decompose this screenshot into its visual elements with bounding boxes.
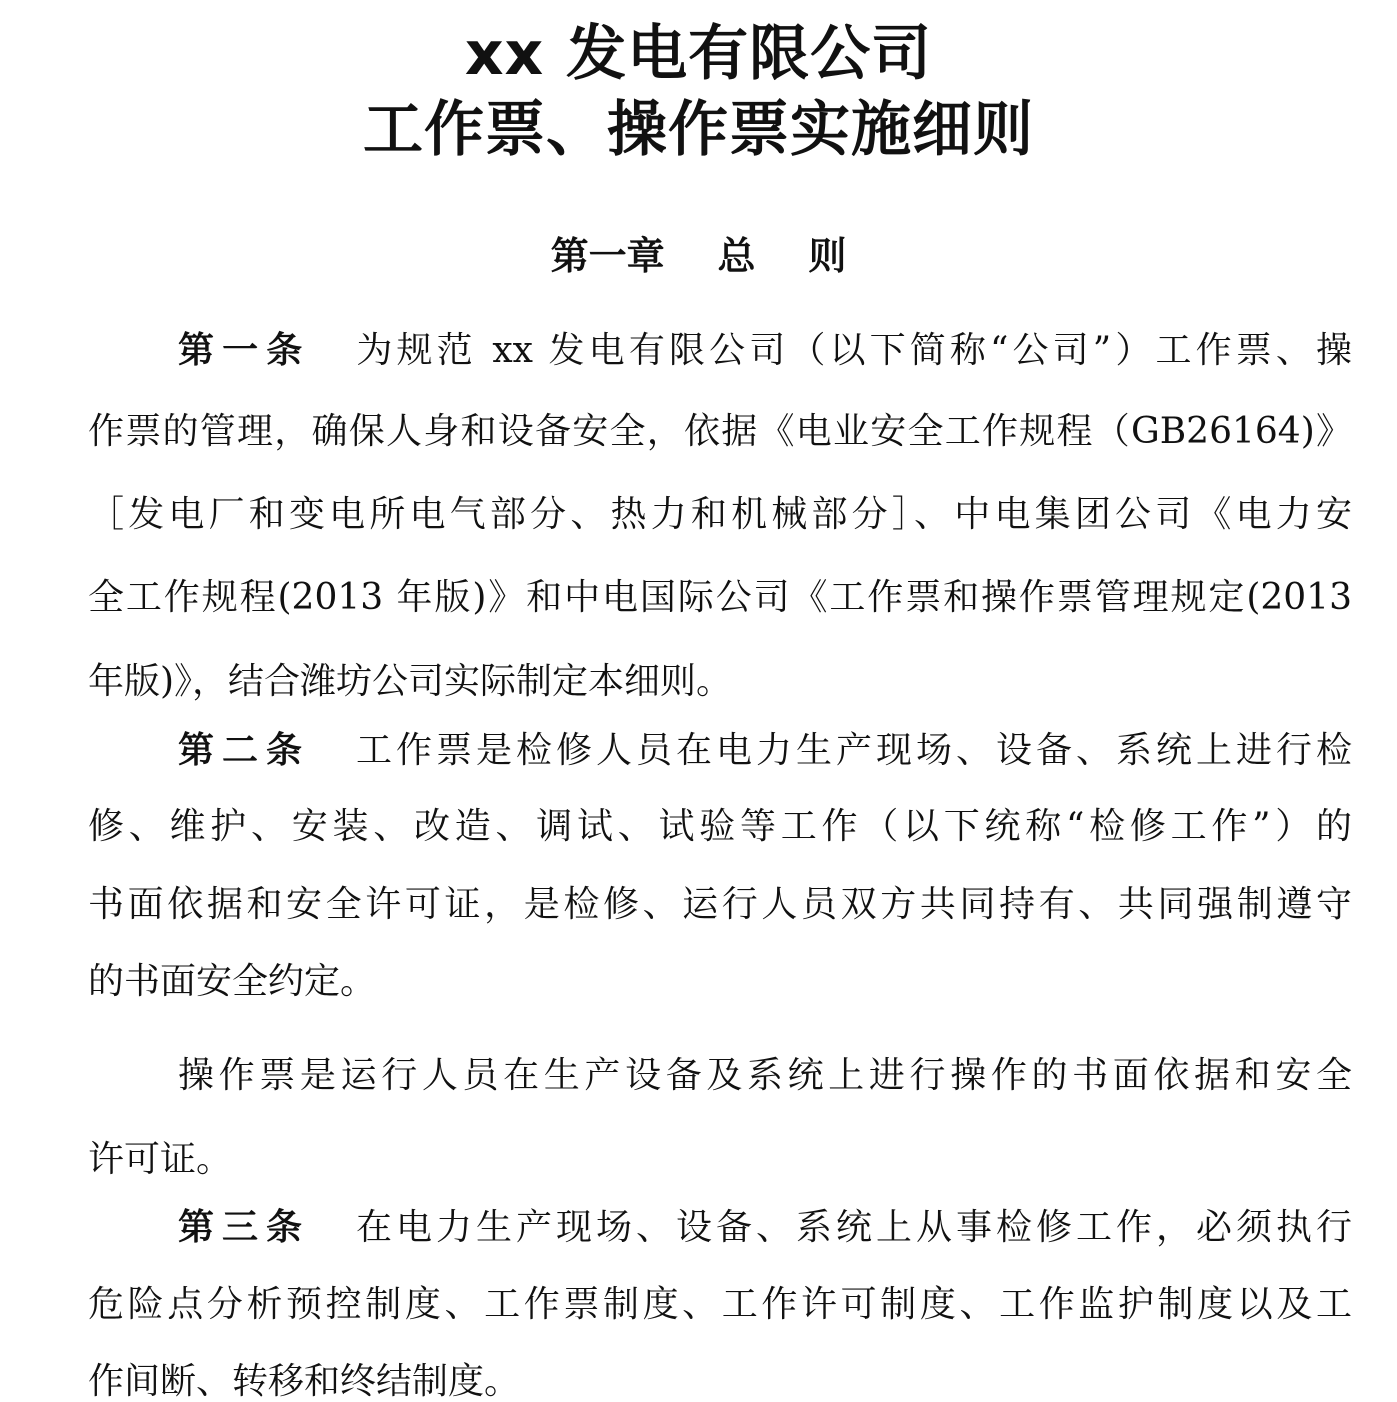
article-2-label: 第二条	[178, 729, 310, 771]
article-1-line-1	[178, 330, 1352, 370]
article-2-line-1	[178, 730, 1352, 770]
article-3-line-2: 危险点分析预控制度、工作票制度、工作许可制度、工作监护制度以及工	[88, 1284, 1352, 1325]
operation-ticket-line-2: 许可证。	[88, 1139, 233, 1180]
article-2-line-3: 书面依据和安全许可证，是检修、运行人员双方共同持有、共同强制遵守	[88, 884, 1352, 925]
article-2-line-4: 的书面安全约定。	[88, 961, 377, 1002]
article-3-text-1: 在电力生产现场、设备、系统上从事检修工作，必须执行	[356, 1207, 1352, 1248]
chapter-heading: 第一章 总 则	[550, 233, 847, 278]
operation-ticket-line-1: 操作票是运行人员在生产设备及系统上进行操作的书面依据和安全	[178, 1055, 1352, 1096]
article-3-label: 第三条	[178, 1206, 310, 1248]
document-title-company: xx 发电有限公司	[464, 19, 933, 89]
article-3-line-3: 作间断、转移和终结制度。	[88, 1361, 521, 1402]
article-1-line-4: 全工作规程(2013 年版)》和中电国际公司《工作票和操作票管理规定(2013	[88, 577, 1352, 618]
article-1-line-2: 作票的管理，确保人身和设备安全，依据《电业安全工作规程（GB26164)》	[88, 411, 1352, 452]
article-1-label: 第一条	[178, 329, 311, 371]
article-1-text-1: 为规范 xx 发电有限公司（以下简称“公司”）工作票、操	[356, 330, 1352, 371]
document-title: 工作票、操作票实施细则	[363, 95, 1034, 165]
article-1-line-5: 年版)》，结合潍坊公司实际制定本细则。	[88, 661, 733, 702]
article-2-line-2: 修、维护、安装、改造、调试、试验等工作（以下统称“检修工作”）的	[88, 806, 1352, 847]
article-2-text-1: 工作票是检修人员在电力生产现场、设备、系统上进行检	[356, 730, 1352, 771]
article-1-line-3: ［发电厂和变电所电气部分、热力和机械部分］、中电集团公司《电力安	[88, 494, 1352, 535]
article-3-line-1	[178, 1207, 1352, 1247]
